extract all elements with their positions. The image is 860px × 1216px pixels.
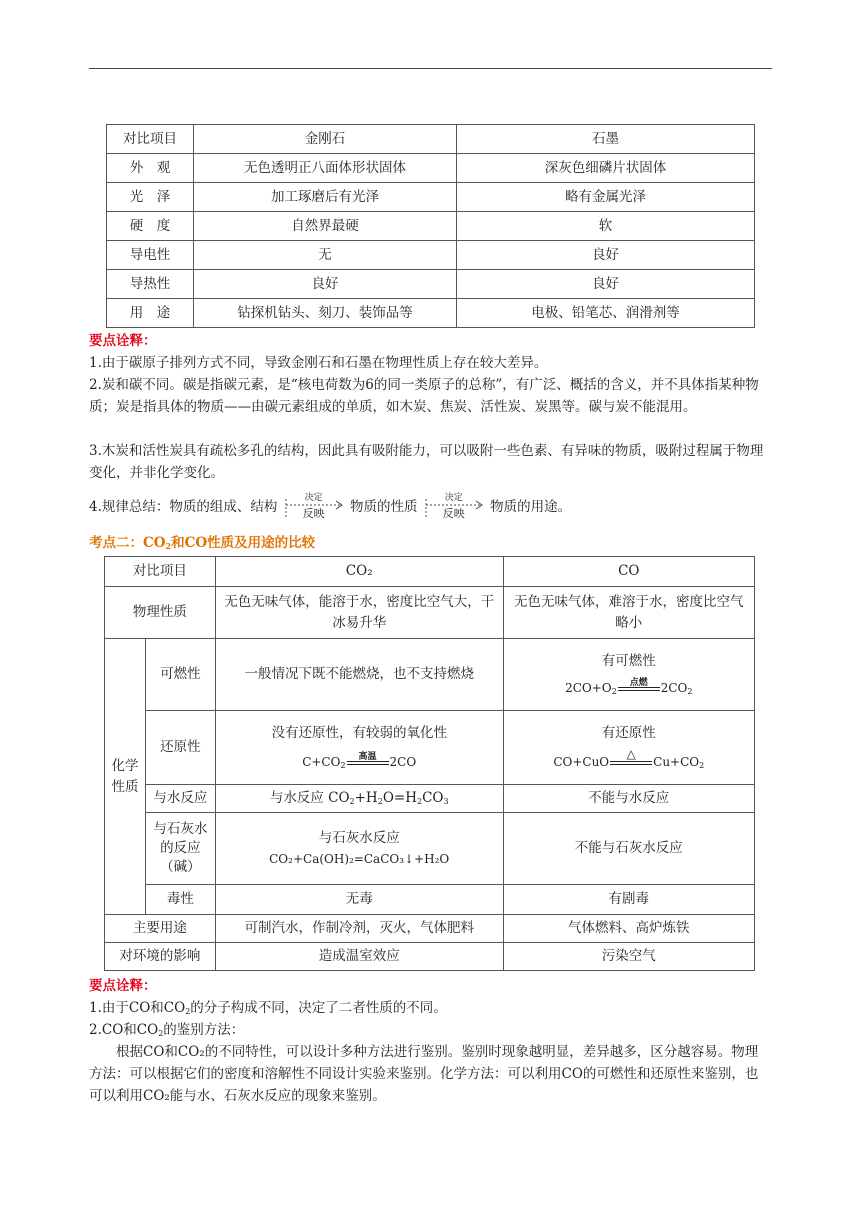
table-header-row	[105, 557, 755, 587]
note-text: 的分子构成不同，决定了二者性质的不同。	[190, 1000, 447, 1016]
arrow-up-label: 决定	[304, 492, 323, 503]
arrow-down-label: 反映	[442, 506, 465, 520]
summary-text: 物质的用途。	[490, 499, 572, 515]
equation: $2CO+O_2$ 点燃 $2CO_2$	[508, 678, 750, 699]
table-cell: 对环境的影响	[105, 943, 216, 971]
table-cell: 物理性质	[105, 587, 216, 639]
table-row	[105, 943, 755, 971]
equation: $C+CO_2$ 高温 2CO	[220, 752, 499, 773]
table-row	[105, 711, 755, 785]
table-cell: 一般情况下既不能燃烧，也不支持燃烧	[215, 639, 503, 711]
table-row	[107, 212, 755, 241]
co2-co-table	[104, 556, 755, 971]
section-title-b: 和CO性质及用途的比较	[171, 535, 316, 551]
table-cell: 不能与石灰水反应	[503, 813, 754, 885]
notes-heading: 要点诠释：	[89, 978, 157, 994]
table-cell: 对比项目	[107, 125, 194, 154]
table-cell: 深灰色细磷片状固体	[457, 154, 755, 183]
table-row	[105, 639, 755, 711]
table-cell: 污染空气	[503, 943, 754, 971]
table-header-row	[107, 125, 755, 154]
eq-part: +H	[354, 790, 378, 806]
note-text: 2.CO和CO	[89, 1022, 159, 1038]
summary-text: 物质的性质	[349, 499, 418, 515]
table-cell: 无	[194, 241, 457, 270]
reaction-condition	[618, 679, 660, 697]
table-cell: 无毒	[215, 885, 503, 915]
table-cell: 无色无味气体，能溶于水，密度比空气大，干冰易升华	[215, 587, 503, 639]
table-cell: 化学性质	[105, 639, 146, 915]
cell-text: 有还原性	[601, 724, 656, 741]
table-cell: 钻探机钻头、刻刀、装饰品等	[194, 299, 457, 328]
note-text: 1.由于CO和CO	[89, 1000, 186, 1016]
section-title-a: 考点二：CO	[89, 535, 166, 551]
table-cell: 略有金属光泽	[457, 183, 755, 212]
table-cell: 光 泽	[107, 183, 194, 212]
note-paragraph: 1.由于CO和$CO_2$的分子构成不同，决定了二者性质的不同。	[89, 1000, 447, 1016]
table-cell: 良好	[457, 270, 755, 299]
note-text: 的鉴别方法：	[163, 1022, 245, 1038]
summary-text: 4.规律总结：物质的组成、结构	[89, 499, 278, 515]
table-cell: 电极、铅笔芯、润滑剂等	[457, 299, 755, 328]
table-cell: 无色透明正八面体形状固体	[194, 154, 457, 183]
table-cell: 与水反应 $CO_2+H_2O=H_2CO_3$	[215, 785, 503, 813]
eq-part: CO	[422, 790, 444, 806]
table-cell: 可制汽水，作制冷剂，灭火，气体肥料	[215, 915, 503, 943]
eq-left: C+CO	[302, 754, 341, 769]
table-row	[105, 813, 755, 885]
equation: CO+CuO △ $Cu+CO_2$	[508, 752, 750, 773]
header-rule	[89, 68, 772, 69]
notes-heading: 要点诠释：	[89, 333, 157, 349]
decide-reflect-arrow	[282, 493, 346, 523]
table-row	[107, 154, 755, 183]
table-cell: 不能与水反应	[503, 785, 754, 813]
arrow-down-label: 反映	[302, 506, 325, 520]
table-cell: 毒性	[145, 885, 215, 915]
reaction-condition	[610, 747, 652, 771]
table-cell: CO₂	[215, 557, 503, 587]
eq-part: 与水反应 CO	[269, 790, 350, 806]
note-paragraph: 2.炭和碳不同。碳是指碳元素，是“核电荷数为6的同一类原子的总称”，有广泛、概括的含义，并不具体指某种物质；炭是指具体的物质——由碳元素组成的单质，如木炭、焦炭、活性炭、炭黑等。碳与炭不能混用。	[89, 377, 759, 415]
section-title: 考点二：$CO_2$和CO性质及用途的比较	[89, 535, 316, 551]
table-cell	[215, 813, 503, 885]
table-cell: 加工琢磨后有光泽	[194, 183, 457, 212]
eq-right: 2CO	[389, 754, 417, 769]
table-row	[107, 270, 755, 299]
table-cell: 导热性	[107, 270, 194, 299]
table-cell: 可燃性	[145, 639, 215, 711]
arrow-up-label: 决定	[444, 492, 463, 503]
table-cell: 还原性	[145, 711, 215, 785]
table-row	[105, 885, 755, 915]
table-cell: 用 途	[107, 299, 194, 328]
cell-text: 与石灰水反应	[318, 829, 400, 846]
table-cell: 导电性	[107, 241, 194, 270]
table-cell: 气体燃料、高炉炼铁	[503, 915, 754, 943]
diamond-graphite-table	[106, 124, 755, 328]
equation: CO₂+Ca(OH)₂=CaCO₃↓+H₂O	[269, 851, 450, 866]
table-cell	[503, 711, 754, 785]
table-row	[107, 183, 755, 212]
table-cell	[503, 639, 754, 711]
table-cell: 造成温室效应	[215, 943, 503, 971]
table-cell: 石墨	[457, 125, 755, 154]
table-cell	[215, 711, 503, 785]
table-cell: 良好	[457, 241, 755, 270]
table-row	[107, 241, 755, 270]
table-cell: 良好	[194, 270, 457, 299]
decide-reflect-arrow	[422, 493, 486, 523]
table-row	[107, 299, 755, 328]
table-cell: 软	[457, 212, 755, 241]
condition-label: 点燃	[629, 678, 648, 688]
table-cell: 外 观	[107, 154, 194, 183]
note-paragraph-summary	[89, 492, 769, 523]
table-cell: 自然界最硬	[194, 212, 457, 241]
table-row	[105, 785, 755, 813]
eq-right: Cu+CO	[653, 754, 700, 769]
cell-text: 没有还原性，有较弱的氧化性	[271, 724, 447, 741]
table-cell: 对比项目	[105, 557, 216, 587]
eq-left: CO+CuO	[553, 754, 610, 769]
table-cell: 与石灰水的反应（碱）	[145, 813, 215, 885]
eq-right: 2CO	[660, 680, 688, 695]
table-row	[105, 915, 755, 943]
table-cell: CO	[503, 557, 754, 587]
table-row	[105, 587, 755, 639]
eq-part: O=H	[382, 790, 417, 806]
table-cell: 无色无味气体，难溶于水，密度比空气略小	[503, 587, 754, 639]
eq-left: 2CO+O	[565, 680, 612, 695]
note-paragraph: 2.CO和$CO_2$的鉴别方法：	[89, 1022, 245, 1038]
table-cell: 有剧毒	[503, 885, 754, 915]
table-cell: 金刚石	[194, 125, 457, 154]
condition-label: △	[626, 747, 636, 761]
note-paragraph: 3.木炭和活性炭具有疏松多孔的结构，因此具有吸附能力，可以吸附一些色素、有异味的物质，吸附过程属于物理变化，并非化学变化。	[89, 443, 764, 481]
reaction-condition	[347, 753, 389, 771]
note-paragraph: 根据CO和CO₂的不同特性，可以设计多种方法进行鉴别。鉴别时现象越明显，差异越多，区分越容易。物理方法：可以根据它们的密度和溶解性不同设计实验来鉴别。化学方法：可以利用CO的可燃性和还原性来鉴别，也可以利用CO₂能与水、石灰水反应的现象来鉴别。	[89, 1044, 759, 1104]
note-paragraph: 1.由于碳原子排列方式不同，导致金刚石和石墨在物理性质上存在较大差异。	[89, 355, 548, 371]
table-cell: 硬 度	[107, 212, 194, 241]
cell-text: 有可燃性	[601, 652, 656, 669]
table-cell: 与水反应	[145, 785, 215, 813]
condition-label: 高温	[358, 752, 377, 762]
table-cell: 主要用途	[105, 915, 216, 943]
